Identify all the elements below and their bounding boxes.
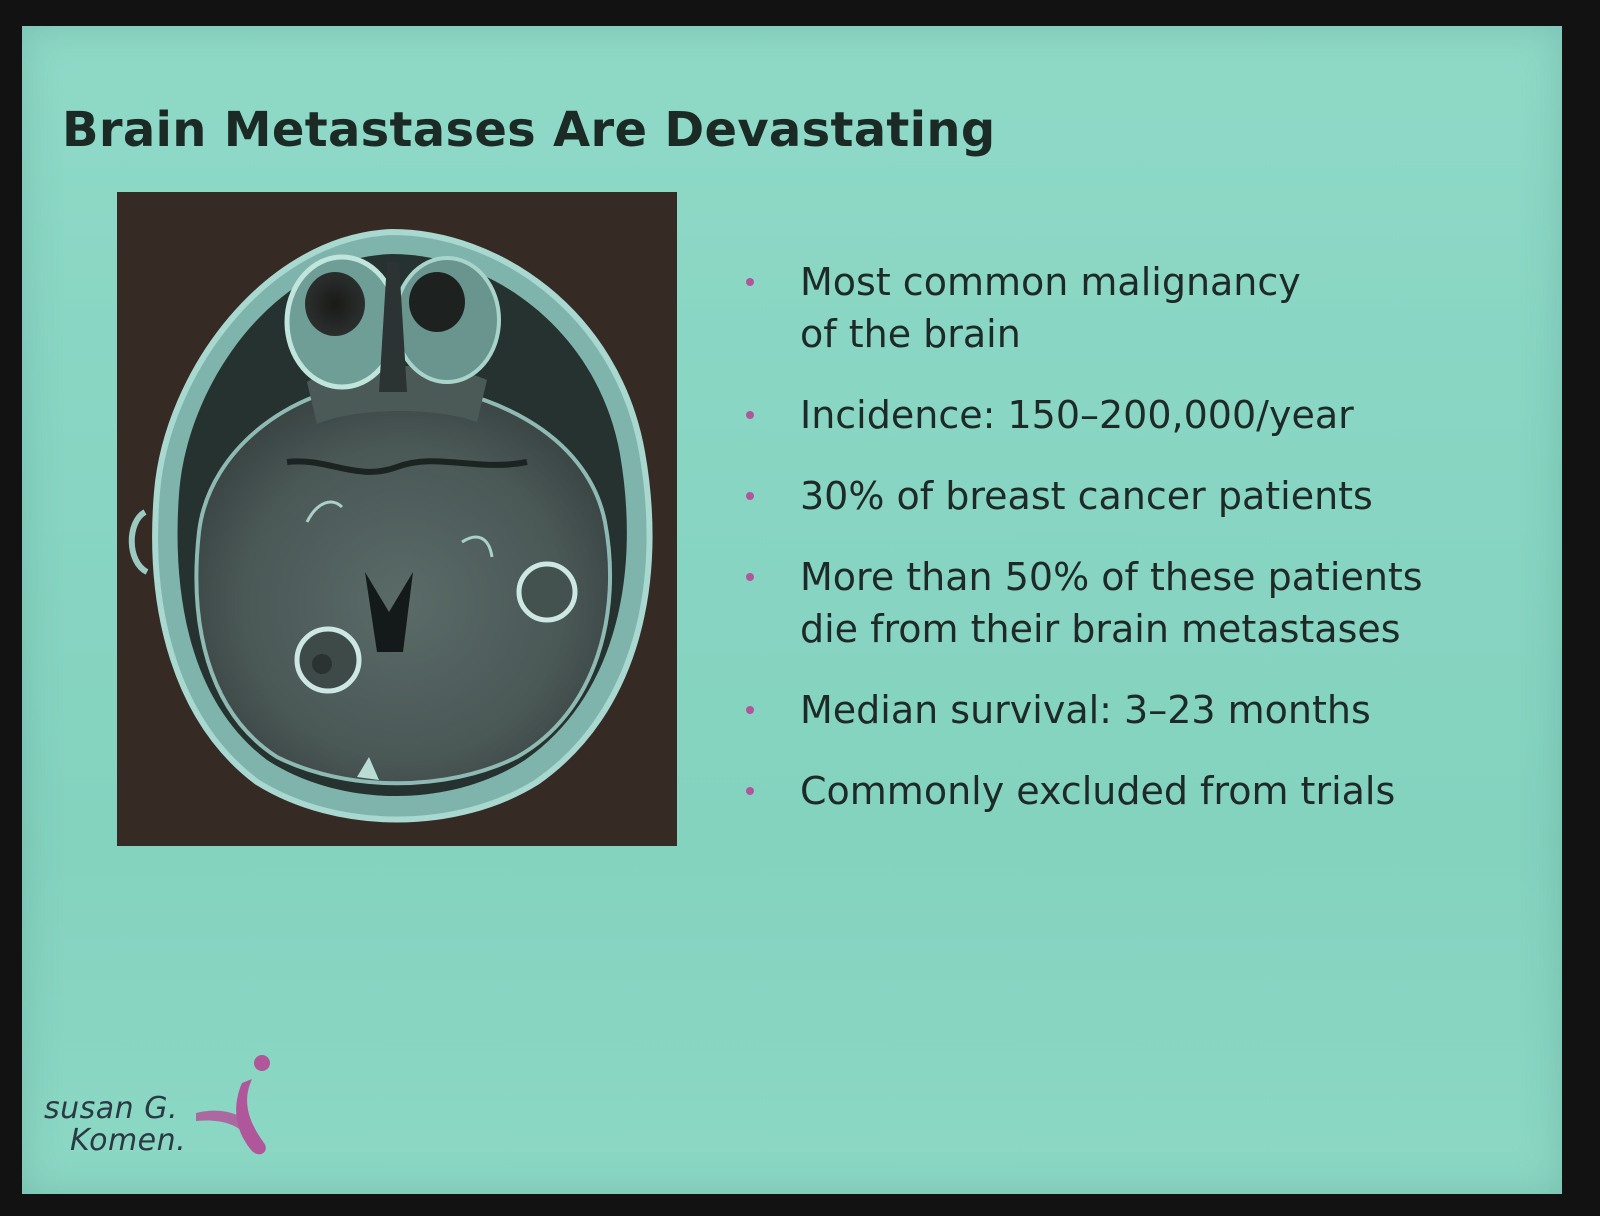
bullet-item [740,389,1540,441]
bullet-item [740,256,1540,360]
bullet-text-continuation: die from their brain metastases [800,607,1401,651]
pink-ribbon-icon [190,1051,290,1161]
slide-title: Brain Metastases Are Devastating [62,102,996,158]
bullet-dot-icon [746,787,754,795]
bullet-list [740,256,1540,846]
bullet-dot-icon [746,706,754,714]
komen-logo [40,1051,300,1161]
bullet-item [740,551,1540,655]
bullet-text: Median survival: 3–23 months [800,688,1371,732]
bullet-dot-icon [746,411,754,419]
mri-brain-image [117,192,677,846]
logo-text-line1: susan G. [44,1091,178,1126]
bullet-dot-icon [746,492,754,500]
presentation-slide [22,26,1562,1194]
bullet-text: Most common malignancy [800,260,1301,304]
bullet-dot-icon [746,278,754,286]
bullet-text: More than 50% of these patients [800,555,1423,599]
bullet-text: Commonly excluded from trials [800,769,1396,813]
logo-text-line2: Komen. [70,1123,187,1158]
bullet-item [740,765,1540,817]
bullet-item [740,684,1540,736]
bullet-item [740,470,1540,522]
bullet-text: 30% of breast cancer patients [800,474,1373,518]
bullet-text: Incidence: 150–200,000/year [800,393,1354,437]
bullet-text-continuation: of the brain [800,312,1021,356]
bullet-dot-icon [746,573,754,581]
